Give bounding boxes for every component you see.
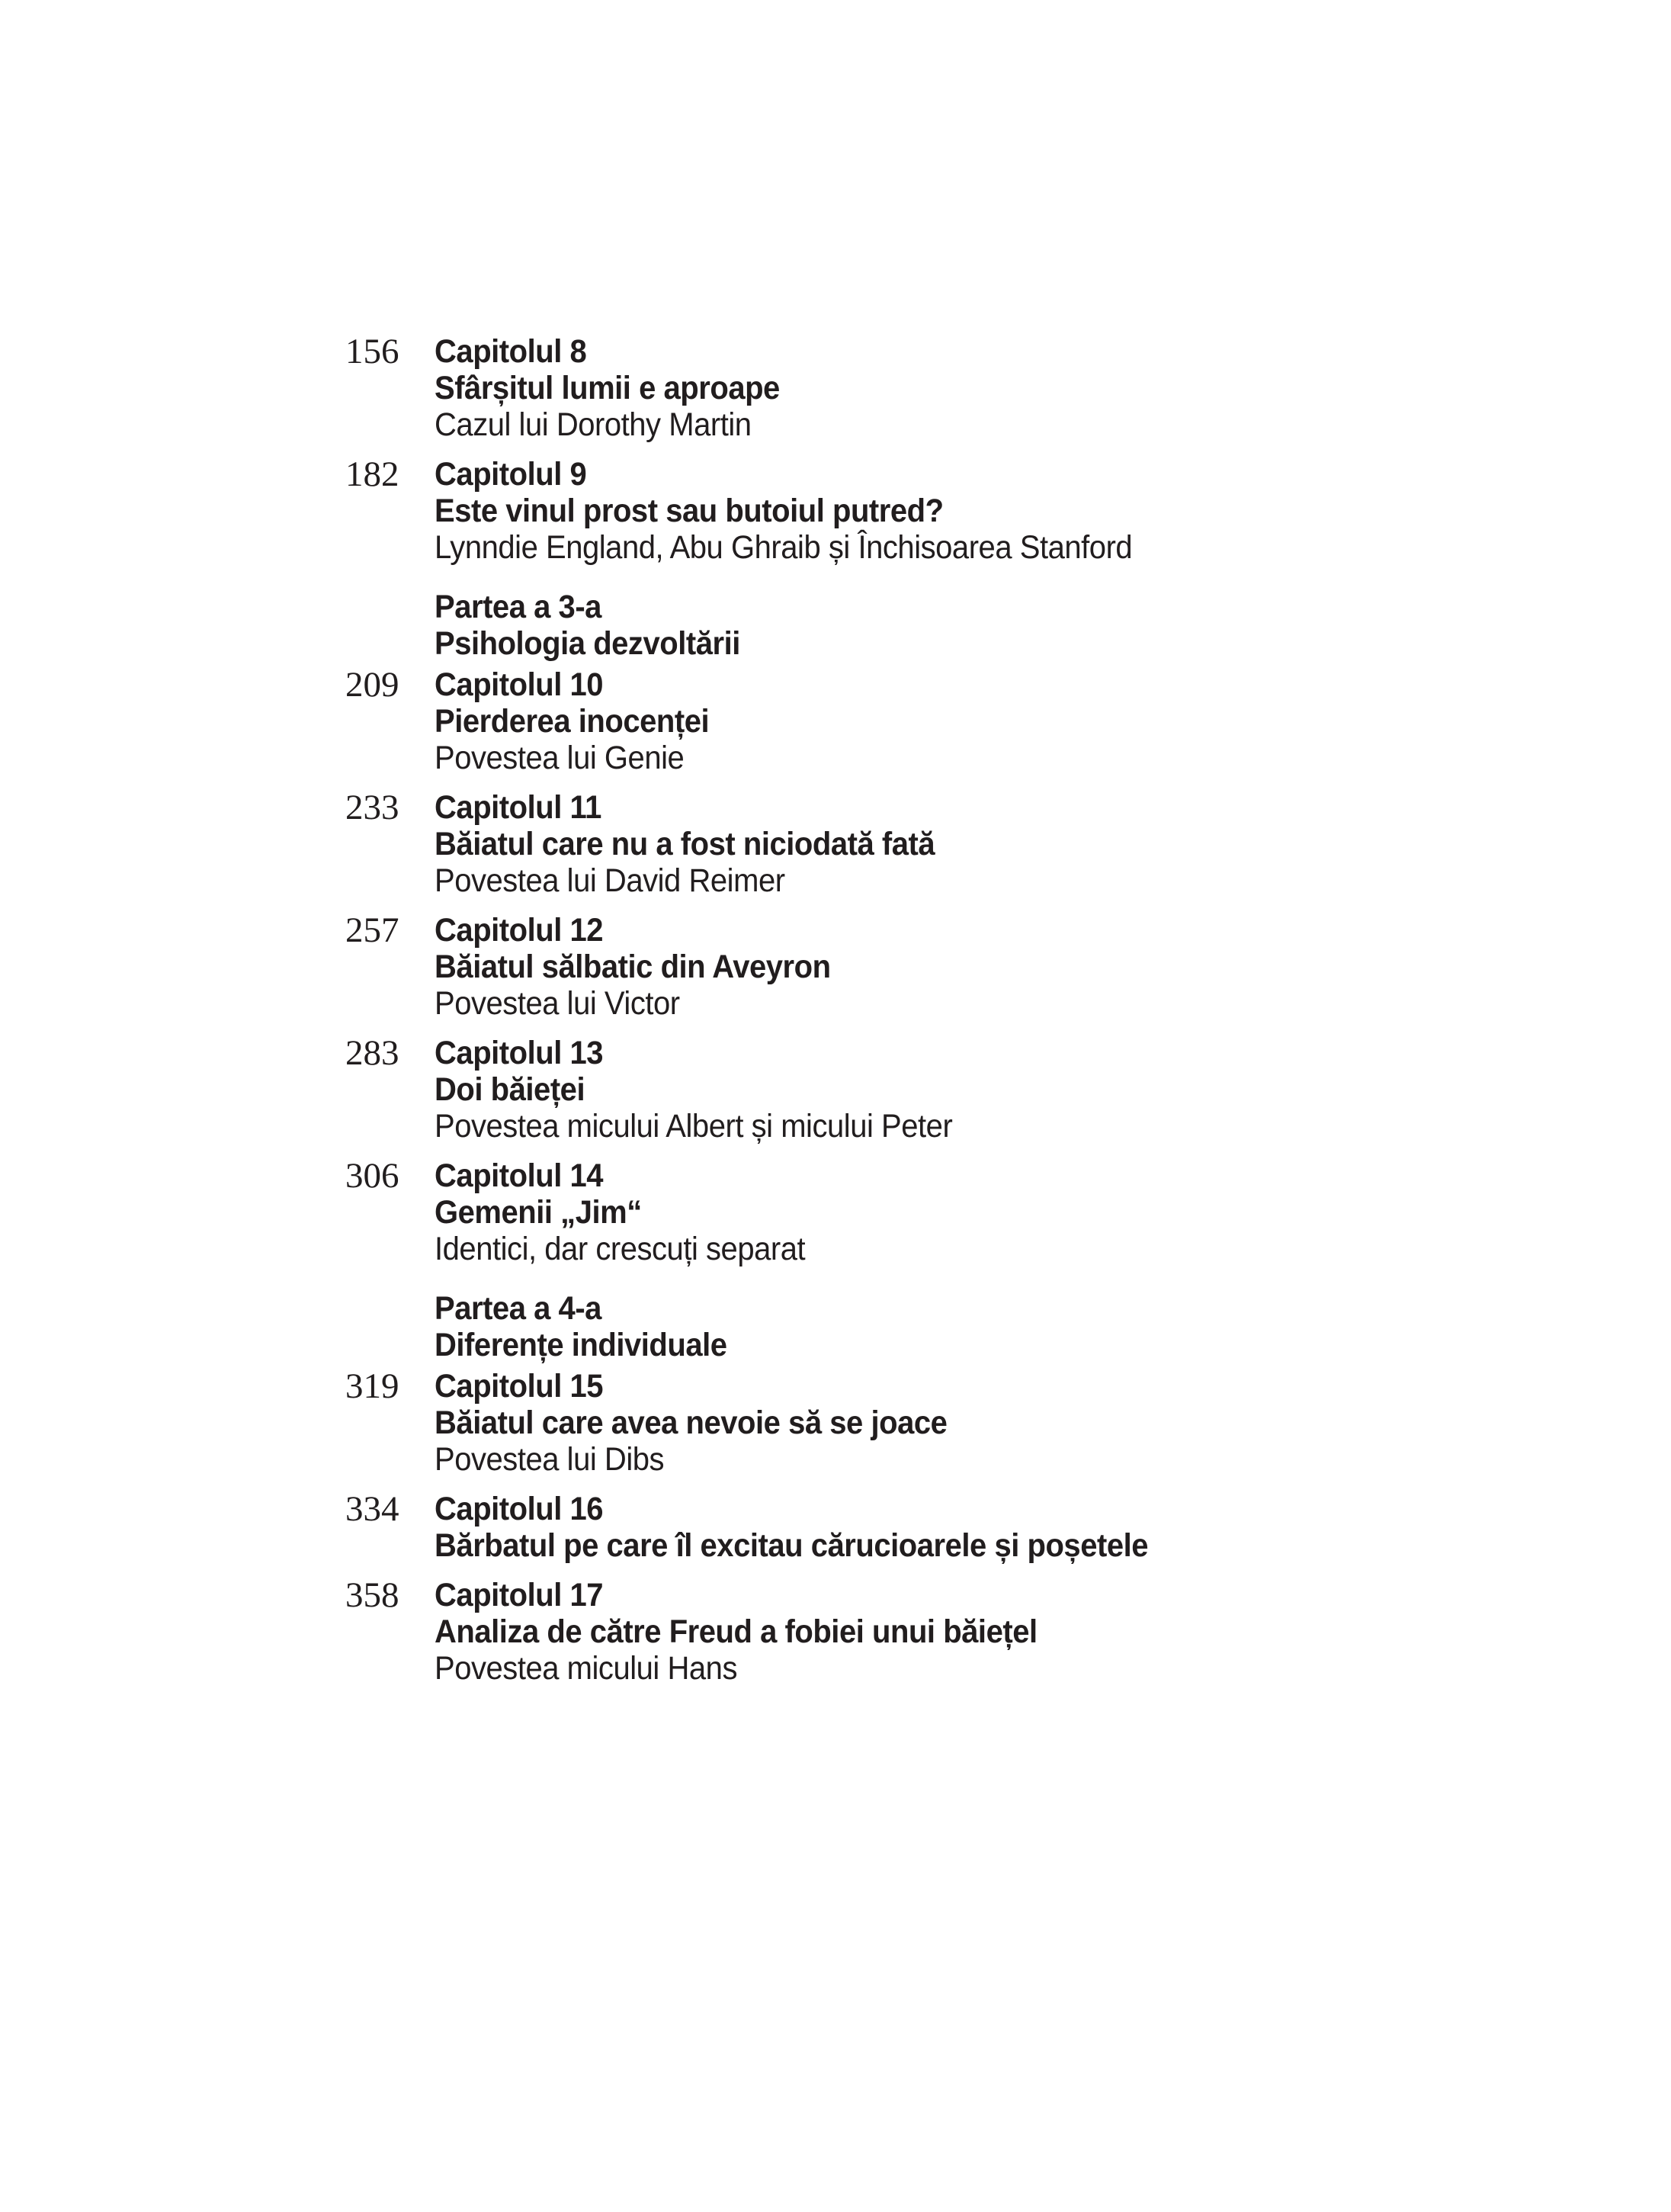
- toc-entry-body: [435, 1157, 1565, 1267]
- chapter-label: Capitolul 10: [435, 666, 604, 703]
- chapter-subtitle: Identici, dar crescuți separat: [435, 1231, 806, 1267]
- toc-list: [345, 333, 1565, 1700]
- toc-page-number: 283: [345, 1033, 399, 1073]
- toc-entry-body: [435, 1035, 1565, 1145]
- toc-page-number: 156: [345, 332, 399, 371]
- toc-page-number: 209: [345, 665, 399, 705]
- part-title: Diferențe individuale: [435, 1327, 727, 1363]
- toc-entry-body: [435, 789, 1565, 899]
- chapter-subtitle: Povestea lui Victor: [435, 985, 680, 1022]
- toc-entry: [345, 789, 1565, 899]
- chapter-subtitle: Cazul lui Dorothy Martin: [435, 406, 752, 443]
- toc-entry-body: [435, 1491, 1565, 1564]
- toc-entry: [345, 1491, 1565, 1564]
- chapter-title: Sfârșitul lumii e aproape: [435, 370, 780, 406]
- toc-part-body: [435, 589, 1565, 662]
- chapter-subtitle: Povestea lui Genie: [435, 740, 685, 776]
- toc-entry: [345, 1157, 1565, 1267]
- toc-part-header: [345, 589, 1565, 662]
- toc-entry-body: [435, 333, 1565, 443]
- chapter-subtitle: Povestea micului Albert și micului Peter: [435, 1108, 953, 1145]
- part-title: Psihologia dezvoltării: [435, 625, 740, 662]
- toc-entry: [345, 912, 1565, 1022]
- toc-entry: [345, 1035, 1565, 1145]
- chapter-subtitle: Povestea lui David Reimer: [435, 862, 785, 899]
- toc-page-number-spacer: [345, 589, 435, 662]
- chapter-subtitle: Lynndie England, Abu Ghraib și Închisoarea Stanford: [435, 529, 1133, 566]
- toc-entry-body: [435, 1577, 1565, 1687]
- toc-entry-body: [435, 912, 1565, 1022]
- toc-part-body: [435, 1290, 1565, 1363]
- chapter-label: Capitolul 8: [435, 333, 587, 370]
- chapter-label: Capitolul 17: [435, 1577, 604, 1613]
- toc-page-number: 257: [345, 910, 399, 950]
- chapter-title: Bărbatul pe care îl excitau cărucioarele și poșetele: [435, 1527, 1149, 1564]
- toc-page-number: 358: [345, 1575, 399, 1615]
- chapter-title: Pierderea inocenței: [435, 703, 710, 740]
- chapter-title: Analiza de către Freud a fobiei unui băiețel: [435, 1613, 1038, 1650]
- toc-page-number: 334: [345, 1489, 399, 1529]
- chapter-label: Capitolul 9: [435, 456, 587, 493]
- toc-entry-body: [435, 666, 1565, 776]
- toc-entry: [345, 1368, 1565, 1478]
- chapter-label: Capitolul 15: [435, 1368, 604, 1405]
- toc-part-header: [345, 1290, 1565, 1363]
- chapter-label: Capitolul 14: [435, 1157, 604, 1194]
- part-label: Partea a 4-a: [435, 1290, 601, 1327]
- toc-entry: [345, 1577, 1565, 1687]
- toc-entry: [345, 666, 1565, 776]
- chapter-title: Este vinul prost sau butoiul putred?: [435, 493, 944, 529]
- chapter-label: Capitolul 11: [435, 789, 601, 826]
- toc-entry: [345, 333, 1565, 443]
- chapter-subtitle: Povestea lui Dibs: [435, 1441, 665, 1478]
- toc-page-number: 306: [345, 1156, 399, 1196]
- chapter-label: Capitolul 13: [435, 1035, 604, 1071]
- chapter-title: Gemenii „Jim“: [435, 1194, 642, 1231]
- chapter-label: Capitolul 16: [435, 1491, 604, 1527]
- chapter-label: Capitolul 12: [435, 912, 604, 949]
- toc-entry: [345, 456, 1565, 566]
- toc-page-number: 233: [345, 788, 399, 827]
- chapter-title: Băiatul care nu a fost niciodată fată: [435, 826, 935, 862]
- chapter-title: Băiatul sălbatic din Aveyron: [435, 949, 831, 985]
- chapter-title: Băiatul care avea nevoie să se joace: [435, 1405, 948, 1441]
- chapter-title: Doi băieței: [435, 1071, 585, 1108]
- toc-entry-body: [435, 456, 1565, 566]
- toc-page-number: 182: [345, 454, 399, 494]
- toc-entry-body: [435, 1368, 1565, 1478]
- toc-page-number: 319: [345, 1366, 399, 1406]
- chapter-subtitle: Povestea micului Hans: [435, 1650, 737, 1687]
- part-label: Partea a 3-a: [435, 589, 601, 625]
- toc-page-number-spacer: [345, 1290, 435, 1363]
